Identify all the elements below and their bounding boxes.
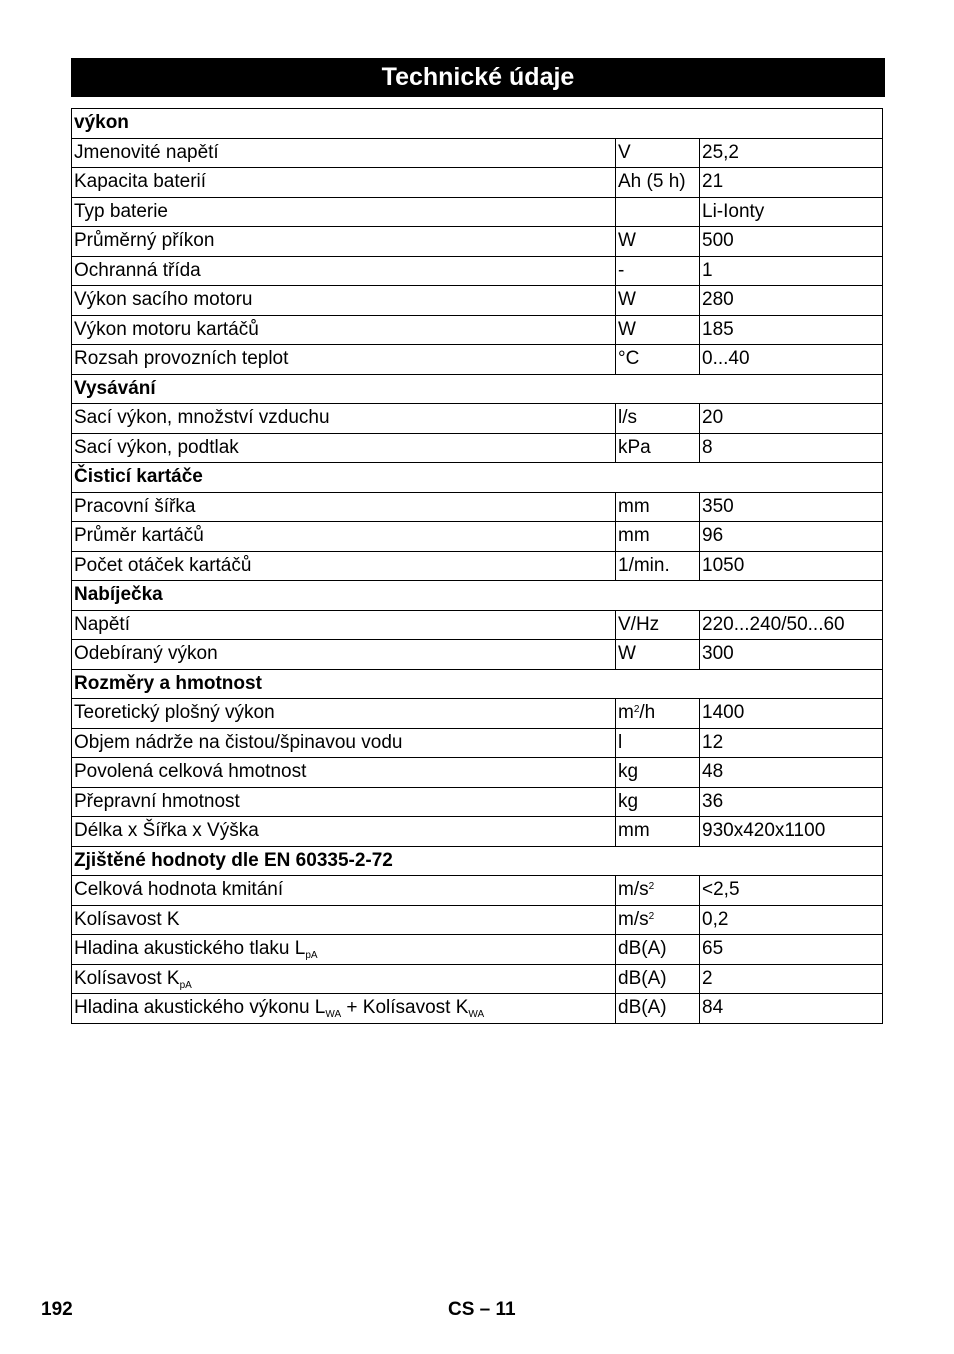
row-unit: mm xyxy=(616,817,700,847)
row-label: Kapacita baterií xyxy=(72,168,616,198)
row-value: 20 xyxy=(700,404,883,434)
row-label: Délka x Šířka x Výška xyxy=(72,817,616,847)
row-label: Napětí xyxy=(72,610,616,640)
row-value: 1400 xyxy=(700,699,883,729)
table-row xyxy=(72,345,883,375)
table-row xyxy=(72,551,883,581)
table-row xyxy=(72,758,883,788)
section-heading-row xyxy=(72,669,883,699)
row-label: Počet otáček kartáčů xyxy=(72,551,616,581)
row-unit: V xyxy=(616,138,700,168)
row-unit xyxy=(616,197,700,227)
row-unit: kPa xyxy=(616,433,700,463)
row-label: Hladina akustického tlaku $L_{pA}$ xyxy=(72,935,616,965)
row-label: Hladina akustického výkonu $L_{WA}$ + Kolísavost $K_{WA}$ xyxy=(72,994,616,1024)
row-value: 1050 xyxy=(700,551,883,581)
row-unit: $m/s^2$ xyxy=(616,876,700,906)
row-unit: mm xyxy=(616,492,700,522)
table-row xyxy=(72,699,883,729)
row-value: 84 xyxy=(700,994,883,1024)
row-unit: V/Hz xyxy=(616,610,700,640)
table-row xyxy=(72,433,883,463)
row-label: Odebíraný výkon xyxy=(72,640,616,670)
row-label: Pracovní šířka xyxy=(72,492,616,522)
section-heading-row xyxy=(72,374,883,404)
row-value: 48 xyxy=(700,758,883,788)
table-row xyxy=(72,138,883,168)
row-label: Povolená celková hmotnost xyxy=(72,758,616,788)
row-value: 1 xyxy=(700,256,883,286)
section-heading: Nabíječka xyxy=(72,581,883,611)
row-value: 12 xyxy=(700,728,883,758)
table-row xyxy=(72,197,883,227)
row-unit: l xyxy=(616,728,700,758)
page-code: CS – 11 xyxy=(448,1299,516,1320)
row-unit: W xyxy=(616,286,700,316)
row-value: 0...40 xyxy=(700,345,883,375)
row-value: 21 xyxy=(700,168,883,198)
section-heading-row xyxy=(72,463,883,493)
row-unit: dB(A) xyxy=(616,935,700,965)
section-heading-row xyxy=(72,109,883,139)
row-value: 0,2 xyxy=(700,905,883,935)
row-unit: W xyxy=(616,227,700,257)
row-value: 36 xyxy=(700,787,883,817)
row-label: Průměrný příkon xyxy=(72,227,616,257)
row-unit: 1/min. xyxy=(616,551,700,581)
table-row xyxy=(72,817,883,847)
table-row xyxy=(72,728,883,758)
section-heading: Rozměry a hmotnost xyxy=(72,669,883,699)
table-row xyxy=(72,492,883,522)
table-row xyxy=(72,876,883,906)
row-label: Celková hodnota kmitání xyxy=(72,876,616,906)
table-row xyxy=(72,964,883,994)
section-heading: Čisticí kartáče xyxy=(72,463,883,493)
row-unit: °C xyxy=(616,345,700,375)
table-row xyxy=(72,905,883,935)
row-unit: W xyxy=(616,640,700,670)
row-unit: dB(A) xyxy=(616,964,700,994)
section-heading: Zjištěné hodnoty dle EN 60335-2-72 xyxy=(72,846,883,876)
row-value: 8 xyxy=(700,433,883,463)
row-unit: l/s xyxy=(616,404,700,434)
table-row xyxy=(72,404,883,434)
row-value: 500 xyxy=(700,227,883,257)
row-unit: W xyxy=(616,315,700,345)
table-row xyxy=(72,610,883,640)
table-row xyxy=(72,315,883,345)
row-value: <2,5 xyxy=(700,876,883,906)
row-label: Teoretický plošný výkon xyxy=(72,699,616,729)
row-unit: $m/s^2$ xyxy=(616,905,700,935)
row-unit: mm xyxy=(616,522,700,552)
row-label: Výkon motoru kartáčů xyxy=(72,315,616,345)
row-value: 2 xyxy=(700,964,883,994)
row-label: Typ baterie xyxy=(72,197,616,227)
row-value: 930x420x1100 xyxy=(700,817,883,847)
section-heading-row xyxy=(72,581,883,611)
row-unit: kg xyxy=(616,758,700,788)
row-label: Jmenovité napětí xyxy=(72,138,616,168)
row-unit: $m^2/h$ xyxy=(616,699,700,729)
section-heading: Vysávání xyxy=(72,374,883,404)
row-value: 65 xyxy=(700,935,883,965)
row-unit: kg xyxy=(616,787,700,817)
row-label: Kolísavost K xyxy=(72,905,616,935)
row-value: 96 xyxy=(700,522,883,552)
table-row xyxy=(72,227,883,257)
row-label: Rozsah provozních teplot xyxy=(72,345,616,375)
table-row xyxy=(72,286,883,316)
row-value: 185 xyxy=(700,315,883,345)
row-value: 280 xyxy=(700,286,883,316)
row-value: 350 xyxy=(700,492,883,522)
technical-data-table xyxy=(71,108,883,1024)
table-row xyxy=(72,640,883,670)
row-unit: Ah (5 h) xyxy=(616,168,700,198)
row-label: Sací výkon, množství vzduchu xyxy=(72,404,616,434)
table-row xyxy=(72,935,883,965)
table-row xyxy=(72,994,883,1024)
table-row xyxy=(72,168,883,198)
row-label: Kolísavost $K_{pA}$ xyxy=(72,964,616,994)
row-value: Li-Ionty xyxy=(700,197,883,227)
table-row xyxy=(72,522,883,552)
row-unit: dB(A) xyxy=(616,994,700,1024)
row-value: 220...240/50...60 xyxy=(700,610,883,640)
row-label: Průměr kartáčů xyxy=(72,522,616,552)
table-row xyxy=(72,787,883,817)
page-number: 192 xyxy=(41,1299,73,1320)
section-heading-row xyxy=(72,846,883,876)
row-value: 25,2 xyxy=(700,138,883,168)
page-title: Technické údaje xyxy=(71,58,885,97)
row-label: Přepravní hmotnost xyxy=(72,787,616,817)
section-heading: výkon xyxy=(72,109,883,139)
row-value: 300 xyxy=(700,640,883,670)
row-label: Výkon sacího motoru xyxy=(72,286,616,316)
row-label: Ochranná třída xyxy=(72,256,616,286)
row-label: Sací výkon, podtlak xyxy=(72,433,616,463)
row-label: Objem nádrže na čistou/špinavou vodu xyxy=(72,728,616,758)
row-unit: - xyxy=(616,256,700,286)
table-row xyxy=(72,256,883,286)
